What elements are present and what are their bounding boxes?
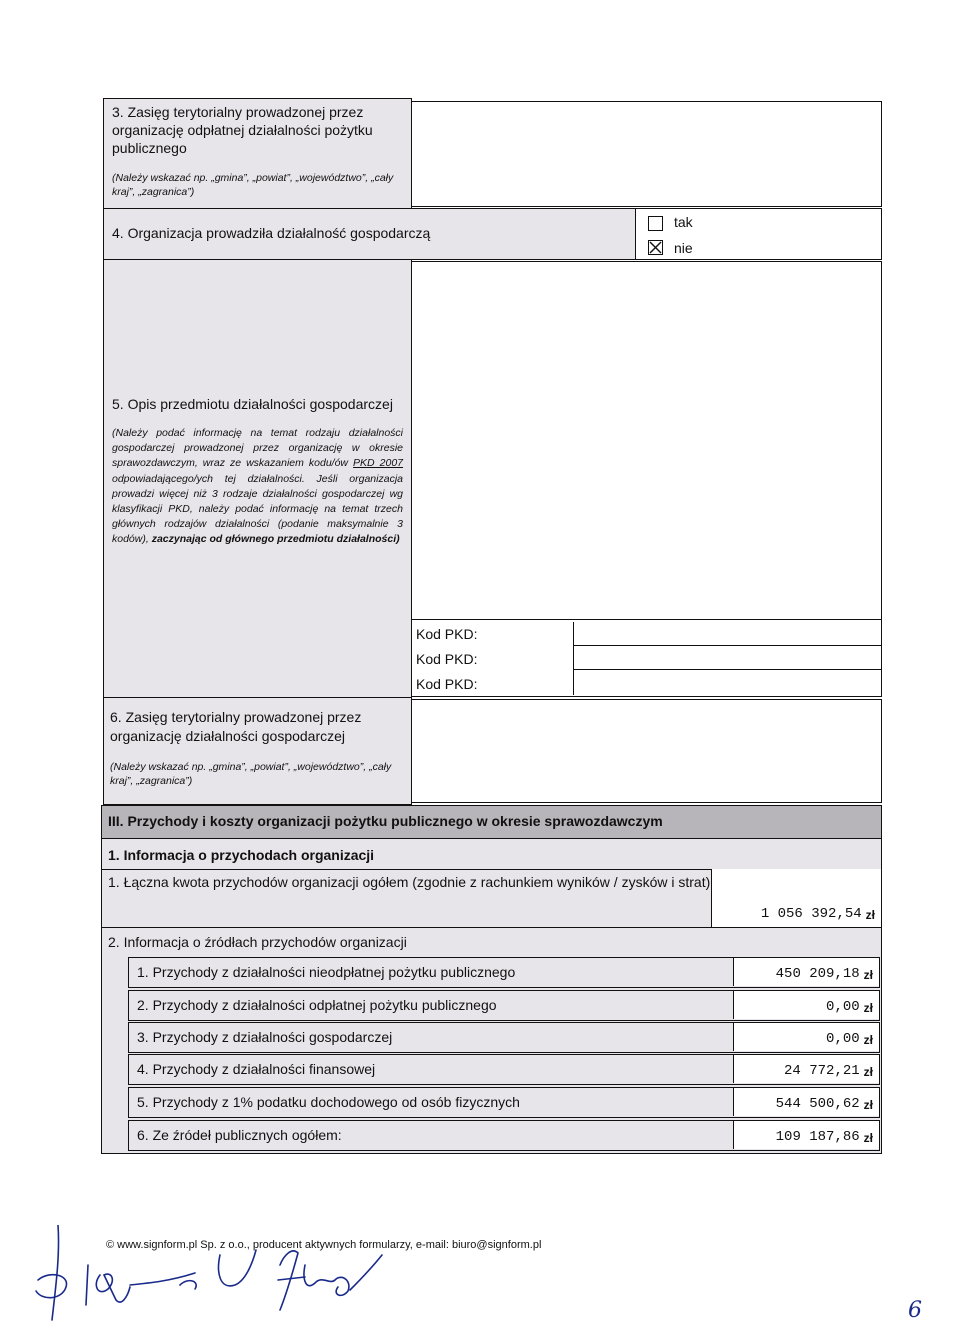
section6-value-field[interactable] [411,699,882,803]
checkbox-check-icon [649,241,662,254]
section5-label [103,259,412,699]
income-source-value [733,1121,879,1149]
option-tak-label: tak [674,214,693,230]
divider-2 [102,927,881,928]
total-income-currency: zł [865,908,875,922]
income-source-value [733,1023,879,1051]
income-source-amount: 544 500,62 [775,1096,860,1112]
signature-image [30,1225,390,1325]
table-row [128,1087,880,1118]
section3-value-field[interactable] [411,101,882,207]
section4-options [635,208,882,260]
income-source-label: 5. Przychody z 1% podatku dochodowego od osób fizycznych [137,1094,520,1110]
pkd-label-2: Kod PKD: [416,651,478,667]
total-income-label: 1. Łączna kwota przychodów organizacji ogółem (zgodnie z rachunkiem wyników / zysków i strat) [108,874,711,890]
income-source-currency: zł [863,1098,873,1112]
section5-title: 5. Opis przedmiotu działalności gospodarczej [112,396,393,412]
total-income-value [711,869,881,927]
option-nie-label: nie [674,240,693,256]
table-row [128,1022,880,1053]
income-source-currency: zł [863,968,873,982]
section5-hint [112,426,403,548]
section5-hint-b: odpowiadającego/ych tej działalności. Jeśli organizacja prowadzi więcej niż 3 rodzaje działalności gospodarczej wg klasyfikacji PKD, należy podać informację na temat trzech głównych rodzajów działalności (podanie maksymalnie 3 kodów), [112,472,403,546]
income-source-amount: 24 772,21 [784,1063,860,1079]
table-row [128,990,880,1021]
income-source-label: 2. Przychody z działalności odpłatnej pożytku publicznego [137,997,497,1013]
income-source-currency: zł [863,1033,873,1047]
section3-hint: (Należy wskazać np. „gmina”, „powiat”, „województwo”, „cały kraj”, „zagranica”) [112,172,394,198]
section6-title: 6. Zasięg terytorialny prowadzonej przez organizację działalności gospodarczej [110,709,362,744]
income-source-value [733,1088,879,1116]
income-sources-heading: 2. Informacja o źródłach przychodów organizacji [108,934,407,950]
income-source-label: 3. Przychody z działalności gospodarczej [137,1029,393,1045]
section4-label [103,208,636,260]
income-source-amount: 0,00 [826,999,860,1015]
page-number: 6 [908,1298,922,1323]
section5-hint-bold: zaczynając od głównego przedmiotu działalności) [151,533,400,546]
checkbox-tak[interactable] [648,216,663,231]
income-source-label: 1. Przychody z działalności nieodpłatnej pożytku publicznego [137,964,516,980]
part3-heading [101,805,882,839]
section6-label [103,697,412,805]
pkd-input-3[interactable] [573,670,881,695]
section3-label [103,98,412,209]
part3-heading-text: III. Przychody i koszty organizacji pożytku publicznego w okresie sprawozdawczym [108,813,663,829]
pkd-label-3: Kod PKD: [416,676,478,692]
income-source-label: 4. Przychody z działalności finansowej [137,1061,376,1077]
section6-hint: (Należy wskazać np. „gmina”, „powiat”, „województwo”, „cały kraj”, „zagranica”) [110,761,392,787]
section5-hint-pkd: PKD 2007 [353,457,404,470]
pkd-input-1[interactable] [573,622,881,646]
table-row [128,1120,880,1151]
income-source-label: 6. Ze źródeł publicznych ogółem: [137,1127,342,1143]
income-source-currency: zł [863,1131,873,1145]
footer-text: © www.signform.pl Sp. z o.o., producent aktywnych formularzy, e-mail: biuro@signform.pl [106,1239,542,1251]
part3-income-section [101,838,882,1154]
income-source-currency: zł [863,1065,873,1079]
checkbox-nie[interactable] [648,240,663,255]
income-source-value [733,958,879,986]
section5-description-field[interactable] [411,261,882,620]
table-row [128,1054,880,1085]
table-row [128,957,880,988]
pkd-block [411,619,882,697]
income-source-currency: zł [863,1001,873,1015]
section5-hint-a: (Należy podać informację na temat rodzaju działalności gospodarczej prowadzonej przez organizację w okresie sprawozdawczym, wraz ze wskazaniem kodu/ów [112,427,403,470]
section4-title: 4. Organizacja prowadziła działalność gospodarczą [112,225,431,241]
pkd-input-2[interactable] [573,646,881,670]
income-info-heading: 1. Informacja o przychodach organizacji [108,847,375,863]
income-source-value [733,991,879,1019]
section3-title: 3. Zasięg terytorialny prowadzonej przez organizację odpłatnej działalności pożytku publicznego [112,104,373,156]
income-source-amount: 0,00 [826,1031,860,1047]
income-source-value [733,1055,879,1083]
total-income-amount: 1 056 392,54 [760,906,862,922]
income-source-amount: 109 187,86 [775,1129,860,1145]
pkd-label-1: Kod PKD: [416,626,478,642]
income-source-amount: 450 209,18 [775,966,860,982]
